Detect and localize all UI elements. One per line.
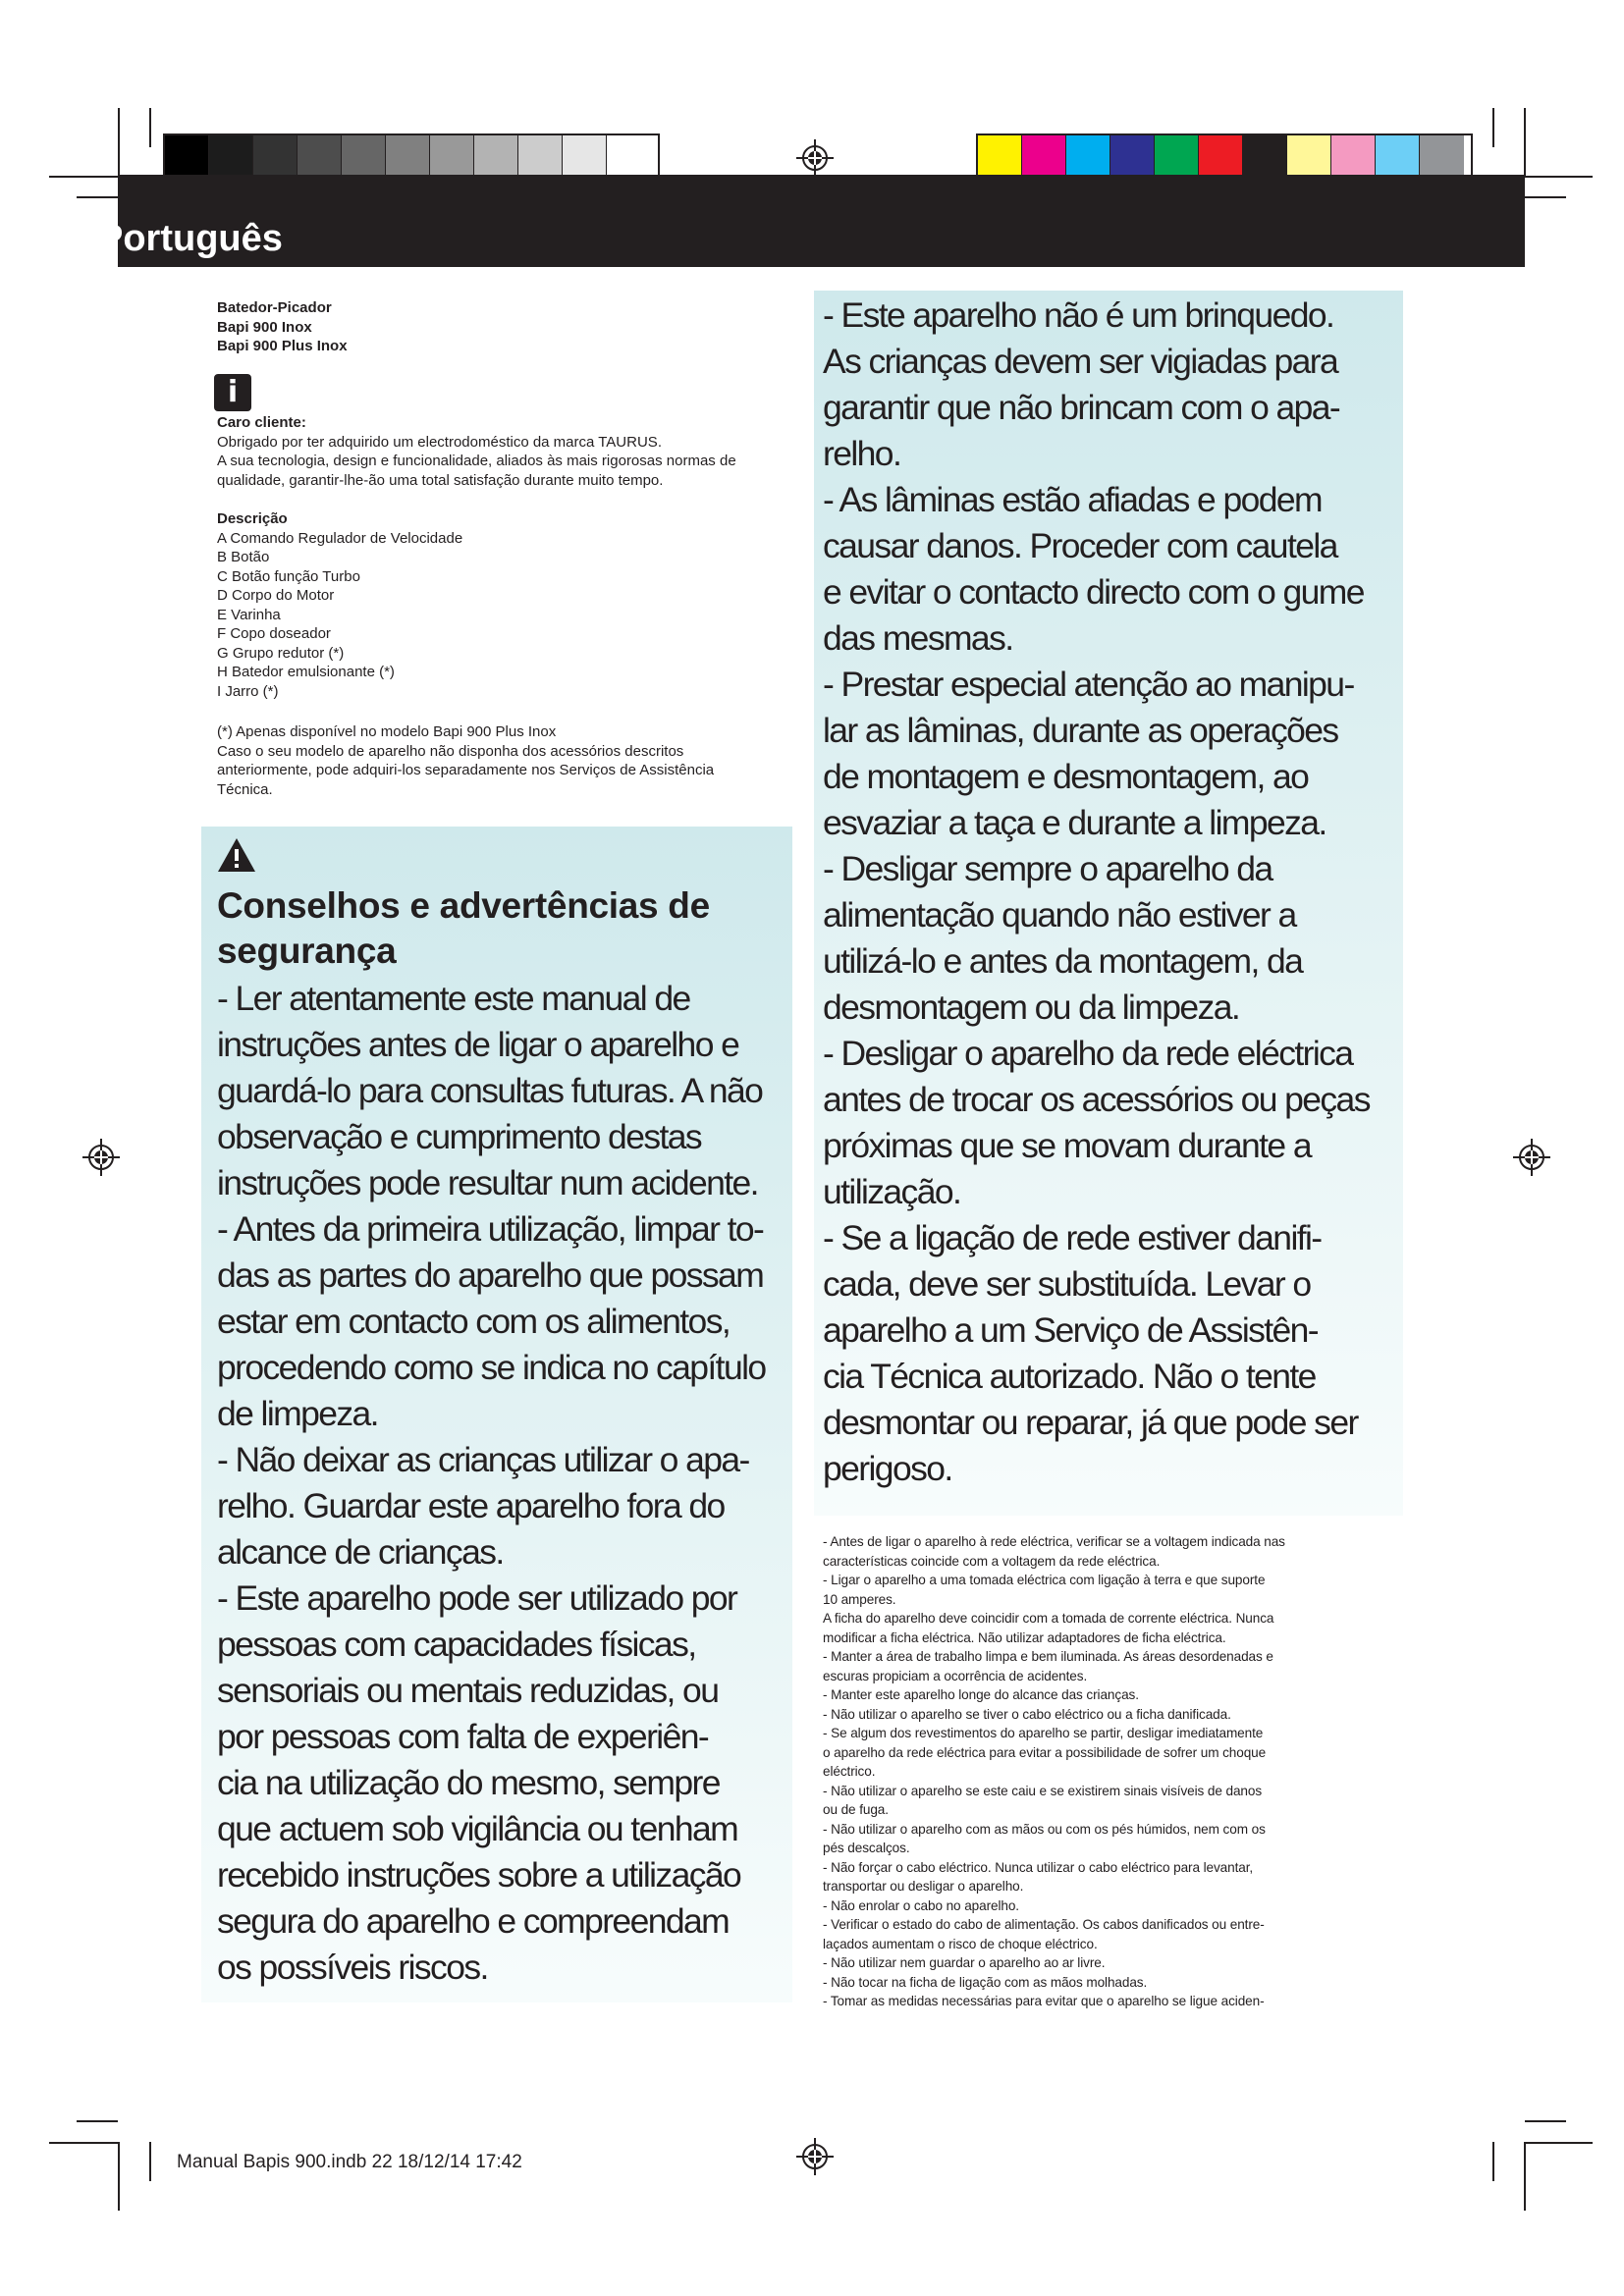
safety-line: As crianças devem ser vigiadas para bbox=[823, 342, 1338, 381]
safety-line: - Desligar sempre o aparelho da bbox=[823, 849, 1272, 888]
fine-print bbox=[823, 1532, 1412, 2011]
language-header-bar bbox=[118, 175, 1525, 267]
safety-line: recebido instruções sobre a utilização bbox=[217, 1855, 741, 1895]
description-item: E Varinha bbox=[217, 606, 281, 623]
fine-print-line: laçados aumentam o risco de choque eléctrico. bbox=[823, 1936, 1098, 1951]
fine-print-line: - Tomar as medidas necessárias para evitar que o aparelho se ligue aciden- bbox=[823, 1994, 1265, 2008]
crop-mark bbox=[49, 2142, 118, 2144]
safety-line: instruções pode resultar num acidente. bbox=[217, 1163, 758, 1202]
fine-print-line: A ficha do aparelho deve coincidir com a tomada de corrente eléctrica. Nunca bbox=[823, 1611, 1274, 1626]
customer-line: Obrigado por ter adquirido um electrodoméstico da marca TAURUS. bbox=[217, 433, 662, 451]
fine-print-line: - Manter a área de trabalho limpa e bem iluminada. As áreas desordenadas e bbox=[823, 1649, 1273, 1664]
fine-print-line: o aparelho da rede eléctrica para evitar a possibilidade de sofrer um choque bbox=[823, 1744, 1267, 1760]
safety-line: aparelho a um Serviço de Assistên- bbox=[823, 1310, 1319, 1350]
fine-print-line: características coincide com a voltagem da rede eléctrica. bbox=[823, 1553, 1161, 1569]
fine-print-line: modificar a ficha eléctrica. Não utilizar adaptadores de ficha eléctrica. bbox=[823, 1629, 1226, 1645]
registration-mark-icon bbox=[796, 139, 834, 177]
safety-line: esvaziar a taça e durante a limpeza. bbox=[823, 803, 1326, 842]
crop-mark bbox=[1525, 196, 1566, 198]
description-title: Descrição bbox=[217, 510, 288, 527]
safety-line: de limpeza. bbox=[217, 1394, 378, 1433]
safety-line: desmontagem ou da limpeza. bbox=[823, 988, 1240, 1027]
product-model: Bapi 900 Plus Inox bbox=[217, 338, 348, 354]
fine-print-line: ou de fuga. bbox=[823, 1802, 889, 1817]
safety-line: que actuem sob vigilância ou tenham bbox=[217, 1809, 738, 1848]
safety-line: observação e cumprimento destas bbox=[217, 1117, 702, 1156]
crop-mark bbox=[1524, 2142, 1593, 2144]
color-swatch bbox=[342, 135, 386, 179]
color-swatch bbox=[209, 135, 253, 179]
safety-line: alcance de crianças. bbox=[217, 1532, 504, 1572]
crop-mark bbox=[149, 2142, 151, 2181]
print-slug: Manual Bapis 900.indb 22 18/12/14 17:42 bbox=[177, 2152, 522, 2172]
color-swatch bbox=[474, 135, 518, 179]
safety-line: antes de trocar os acessórios ou peças bbox=[823, 1080, 1370, 1119]
fine-print-line: - Antes de ligar o aparelho à rede eléctrica, verificar se a voltagem indicada nas bbox=[823, 1534, 1285, 1549]
crop-mark bbox=[118, 108, 120, 177]
safety-line: desmontar ou reparar, já que pode ser bbox=[823, 1403, 1358, 1442]
safety-line: - Ler atentamente este manual de bbox=[217, 979, 690, 1018]
note-line: Técnica. bbox=[217, 780, 273, 798]
description-item: C Botão função Turbo bbox=[217, 567, 360, 585]
safety-line: cia na utilização do mesmo, sempre bbox=[217, 1763, 720, 1802]
safety-line: - Este aparelho não é um brinquedo. bbox=[823, 295, 1334, 335]
description-item: A Comando Regulador de Velocidade bbox=[217, 529, 463, 547]
fine-print-line: pés descalços. bbox=[823, 1841, 910, 1855]
safety-line: - Antes da primeira utilização, limpar to- bbox=[217, 1209, 764, 1249]
safety-line: alimentação quando não estiver a bbox=[823, 895, 1296, 934]
note-line: anteriormente, pode adquiri-los separadamente nos Serviços de Assistência bbox=[217, 762, 715, 778]
customer-title: Caro cliente: bbox=[217, 414, 306, 431]
crop-mark bbox=[149, 108, 151, 147]
description-item: D Corpo do Motor bbox=[217, 587, 335, 604]
color-swatch bbox=[298, 135, 342, 179]
safety-line: por pessoas com falta de experiên- bbox=[217, 1717, 709, 1756]
customer-line: A sua tecnologia, design e funcionalidade, aliados às mais rigorosas normas de bbox=[217, 453, 736, 469]
safety-line: lar as lâminas, durante as operações bbox=[823, 711, 1338, 750]
registration-mark-icon bbox=[796, 2138, 834, 2175]
description-item: B Botão bbox=[217, 549, 270, 565]
color-swatch bbox=[430, 135, 474, 179]
grayscale-bar bbox=[163, 133, 660, 181]
safety-line: pessoas com capacidades físicas, bbox=[217, 1625, 696, 1664]
crop-mark bbox=[1525, 2120, 1566, 2122]
note-line: Caso o seu modelo de aparelho não disponha dos acessórios descritos bbox=[217, 742, 684, 760]
safety-line: os possíveis riscos. bbox=[217, 1948, 488, 1987]
page-title: Português bbox=[98, 218, 283, 259]
crop-mark bbox=[1524, 108, 1526, 177]
color-swatch bbox=[165, 135, 209, 179]
safety-line: estar em contacto com os alimentos, bbox=[217, 1302, 731, 1341]
color-swatch bbox=[386, 135, 430, 179]
fine-print-line: 10 amperes. bbox=[823, 1591, 896, 1607]
crop-mark bbox=[118, 2142, 120, 2211]
crop-mark bbox=[1492, 108, 1494, 147]
color-swatch bbox=[518, 135, 563, 179]
color-swatch bbox=[1287, 135, 1331, 179]
safety-line: guardá-lo para consultas futuras. A não bbox=[217, 1071, 763, 1110]
safety-line: instruções antes de ligar o aparelho e bbox=[217, 1025, 739, 1064]
safety-title bbox=[217, 883, 786, 974]
customer-note bbox=[217, 413, 796, 490]
note-line: (*) Apenas disponível no modelo Bapi 900 Plus Inox bbox=[217, 723, 557, 740]
fine-print-line: - Não utilizar o aparelho com as mãos ou com os pés húmidos, nem com os bbox=[823, 1821, 1266, 1837]
fine-print-line: escuras propiciam a ocorrência de acidentes. bbox=[823, 1668, 1088, 1683]
fine-print-line: - Não utilizar o aparelho se este caiu e se existirem sinais visíveis de danos bbox=[823, 1783, 1263, 1798]
fine-print-line: - Se algum dos revestimentos do aparelho se partir, desligar imediatamente bbox=[823, 1726, 1264, 1740]
safety-line: próximas que se movam durante a bbox=[823, 1126, 1311, 1165]
safety-line: relho. bbox=[823, 434, 901, 473]
safety-line: - Não deixar as crianças utilizar o apa- bbox=[217, 1440, 749, 1479]
fine-print-line: - Não enrolar o cabo no aparelho. bbox=[823, 1897, 1019, 1913]
safety-line: - As lâminas estão afiadas e podem bbox=[823, 480, 1323, 519]
process-color-bar bbox=[976, 133, 1473, 181]
safety-line: relho. Guardar este aparelho fora do bbox=[217, 1486, 725, 1525]
color-swatch bbox=[1243, 135, 1287, 179]
color-swatch bbox=[1199, 135, 1243, 179]
fine-print-line: eléctrico. bbox=[823, 1764, 876, 1779]
crop-mark bbox=[1524, 176, 1593, 178]
description-item: G Grupo redutor (*) bbox=[217, 644, 345, 662]
fine-print-line: - Verificar o estado do cabo de alimentação. Os cabos danificados ou entre- bbox=[823, 1917, 1265, 1932]
safety-line: causar danos. Proceder com cautela bbox=[823, 526, 1337, 565]
safety-line: - Este aparelho pode ser utilizado por bbox=[217, 1578, 737, 1618]
safety-line: das as partes do aparelho que possam bbox=[217, 1255, 764, 1295]
color-swatch bbox=[1376, 135, 1420, 179]
description-item: I Jarro (*) bbox=[217, 682, 279, 700]
fine-print-line: - Não utilizar nem guardar o aparelho ao ar livre. bbox=[823, 1955, 1106, 1970]
safety-line: sensoriais ou mentais reduzidas, ou bbox=[217, 1671, 719, 1710]
safety-line: garantir que não brincam com o apa- bbox=[823, 388, 1340, 427]
color-swatch bbox=[1155, 135, 1199, 179]
safety-text-right bbox=[823, 293, 1412, 1492]
crop-mark bbox=[1524, 2142, 1526, 2211]
fine-print-line: transportar ou desligar o aparelho. bbox=[823, 1879, 1024, 1894]
safety-line: das mesmas. bbox=[823, 618, 1013, 658]
description-item: H Batedor emulsionante (*) bbox=[217, 664, 395, 680]
color-swatch bbox=[1331, 135, 1376, 179]
safety-line: - Prestar especial atenção ao manipu- bbox=[823, 665, 1354, 704]
safety-line: cia Técnica autorizado. Não o tente bbox=[823, 1357, 1316, 1396]
customer-line: qualidade, garantir-lhe-ão uma total satisfação durante muito tempo. bbox=[217, 471, 664, 489]
color-swatch bbox=[978, 135, 1022, 179]
fine-print-line: - Não utilizar o aparelho se tiver o cabo eléctrico ou a ficha danificada. bbox=[823, 1706, 1231, 1722]
registration-mark-icon bbox=[1513, 1139, 1550, 1176]
product-name: Batedor-Picador bbox=[217, 299, 332, 316]
safety-title-line: segurança bbox=[217, 931, 397, 971]
info-icon: i bbox=[214, 374, 251, 411]
crop-mark bbox=[77, 2120, 118, 2122]
description-note bbox=[217, 722, 796, 799]
fine-print-line: - Não tocar na ficha de ligação com as mãos molhadas. bbox=[823, 1974, 1148, 1990]
fine-print-line: - Manter este aparelho longe do alcance das crianças. bbox=[823, 1687, 1139, 1702]
crop-mark bbox=[49, 176, 118, 178]
safety-line: perigoso. bbox=[823, 1449, 952, 1488]
product-model: Bapi 900 Inox bbox=[217, 319, 312, 336]
color-swatch bbox=[607, 135, 651, 179]
safety-line: - Se a ligação de rede estiver danifi- bbox=[823, 1218, 1322, 1257]
color-swatch bbox=[1022, 135, 1066, 179]
safety-line: e evitar o contacto directo com o gume bbox=[823, 572, 1364, 612]
safety-line: utilização. bbox=[823, 1172, 961, 1211]
crop-mark bbox=[1492, 2142, 1494, 2181]
safety-line: utilizá-lo e antes da montagem, da bbox=[823, 941, 1303, 981]
safety-title-line: Conselhos e advertências de bbox=[217, 885, 710, 926]
description-list bbox=[217, 509, 796, 701]
safety-line: segura do aparelho e compreendam bbox=[217, 1901, 730, 1941]
color-swatch bbox=[1420, 135, 1464, 179]
description-item: F Copo doseador bbox=[217, 625, 331, 642]
color-swatch bbox=[1066, 135, 1110, 179]
registration-mark-icon bbox=[82, 1139, 120, 1176]
safety-line: procedendo como se indica no capítulo bbox=[217, 1348, 766, 1387]
fine-print-line: - Ligar o aparelho a uma tomada eléctrica com ligação à terra e que suporte bbox=[823, 1573, 1266, 1587]
safety-text-left bbox=[217, 976, 796, 1991]
color-swatch bbox=[1110, 135, 1155, 179]
safety-line: cada, deve ser substituída. Levar o bbox=[823, 1264, 1311, 1304]
crop-mark bbox=[77, 196, 118, 198]
color-swatch bbox=[253, 135, 298, 179]
safety-line: de montagem e desmontagem, ao bbox=[823, 757, 1309, 796]
color-swatch bbox=[563, 135, 607, 179]
safety-line: - Desligar o aparelho da rede eléctrica bbox=[823, 1034, 1353, 1073]
warning-icon bbox=[216, 836, 257, 874]
fine-print-line: - Não forçar o cabo eléctrico. Nunca utilizar o cabo eléctrico para levantar, bbox=[823, 1859, 1254, 1875]
